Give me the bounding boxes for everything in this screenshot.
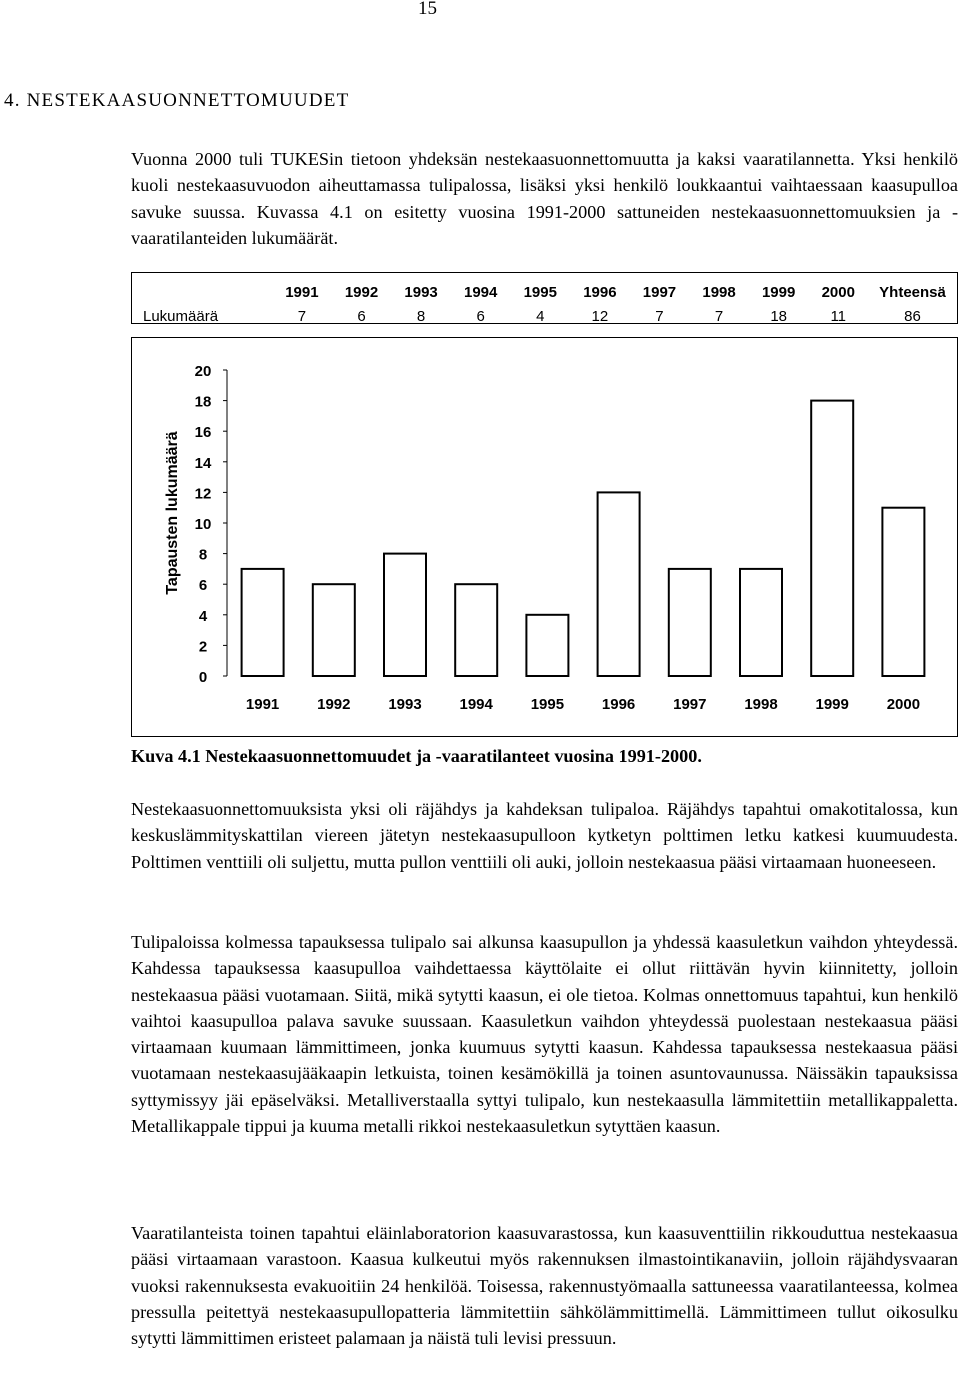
bar-1999 [811, 401, 853, 676]
bar-chart [131, 337, 958, 737]
table-row-label: Lukumäärä [143, 307, 219, 325]
x-tick-label: 1994 [459, 696, 493, 713]
bar-1992 [313, 584, 355, 676]
y-tick-label: 4 [198, 607, 208, 625]
table-count-cell: 18 [770, 307, 787, 325]
page-number: 15 [418, 0, 437, 19]
table-year-header: 1998 [702, 283, 736, 301]
x-axis-ticks [246, 696, 920, 713]
y-tick-label: 10 [194, 516, 212, 533]
bar-1991 [242, 569, 284, 676]
bar-1997 [669, 569, 711, 676]
table-year-header: 1995 [523, 283, 557, 301]
table-corner-cell [132, 280, 272, 304]
accident-count-table [131, 272, 958, 324]
table-count-cell: 7 [297, 307, 307, 325]
table-total-cell: 86 [904, 307, 921, 325]
x-tick-label: 1997 [673, 696, 707, 713]
x-tick-label: 1996 [601, 696, 636, 713]
figure-caption: Kuva 4.1 Nestekaasuonnettomuudet ja -vaaratilanteet vuosina 1991-2000. [131, 746, 702, 766]
y-tick-label: 0 [198, 669, 208, 686]
y-axis-label: Tapausten lukumäärä [164, 431, 181, 595]
y-axis-ticks [195, 363, 227, 686]
table-year-header: 1996 [583, 283, 617, 301]
bar-1993 [384, 554, 426, 676]
explosion-paragraph: Nestekaasuonnettomuuksista yksi oli räjähdys ja kahdeksan tulipaloa. Räjähdys tapahtui omakotitalossa, kun keskuslämmityskattilan viereen jätetyn nestekaasupulloon kytketyn polttimen letku katkesi kuumuudesta. Polttimen venttiili oli suljettu, mutta pullon venttiili oli auki, jolloin nestekaasua pääsi virtaamaan huoneeseen. [131, 799, 958, 872]
y-tick-label: 2 [198, 638, 208, 656]
table-count-cell: 11 [830, 307, 847, 325]
y-tick-label: 20 [194, 363, 212, 380]
y-tick-label: 12 [194, 485, 212, 503]
bar-1996 [598, 492, 640, 676]
table-count-cell: 6 [476, 307, 485, 325]
bar-1995 [526, 615, 568, 676]
y-tick-label: 16 [194, 424, 212, 442]
table-total-header: Yhteensä [879, 283, 946, 301]
table-year-header: 2000 [821, 283, 855, 301]
table-count-cell: 12 [591, 307, 609, 325]
x-tick-label: 1991 [245, 696, 280, 713]
x-tick-label: 1995 [530, 696, 565, 713]
fires-paragraph: Tulipaloissa kolmessa tapauksessa tulipalo sai alkunsa kaasupullon ja yhdessä kaasuletkun vaihdon yhteydessä. Kahdessa tapauksessa kaasupulloa vaihdettaessa käyttölaite ei ollut riittävän hyvin kiinnitetty, jolloin nestekaasua pääsi vuotamaan. Siitä, mikä sytytti kaasun, ei ole tietoa. Kolmas onnettomuus tapahtui, kun henkilö vaihtoi kaasupulloa palava savuke suussaan. Kaasuletkun vaihdon yhteydessä puolestaan nestekaasua pääsi virtaamaan kuumaan lämmittimeen, jonka kuumuus sytytti kaasun. Kahdessa tapauksessa nestekaasua pääsi vuotamaan nestekaasujääkaapin letkuista, toinen kesämökillä ja toinen asuntovaunussa. Näissäkin tapauksissa syttymissyy jäi epäselväksi. Metalliverstaalla syttyi tulipalo, kun nestekaasulla lämmitettiin metallikappaletta. Metallikappale tippui ja kuuma metalli rikkoi nestekaasuletkun sytyttäen kaasun. [131, 932, 958, 1137]
table-count-cell: 8 [416, 307, 426, 325]
x-tick-label: 1998 [744, 696, 778, 713]
y-tick-label: 8 [198, 546, 208, 564]
x-tick-label: 1993 [388, 696, 422, 713]
table-year-header: 1991 [285, 283, 319, 301]
x-tick-label: 1992 [317, 696, 351, 713]
x-tick-label: 2000 [886, 696, 921, 713]
table-year-header: 1992 [344, 283, 379, 301]
bar-2000 [882, 508, 924, 676]
table-year-header: 1993 [404, 283, 438, 301]
table-year-header: 1994 [464, 283, 498, 301]
hazard-paragraph: Vaaratilanteista toinen tapahtui eläinlaboratorion kaasuvarastossa, kun kaasuventtiilin rikkouduttua nestekaasua pääsi virtaamaan varastoon. Kaasua kulkeutui myös rakennuksen ilmastointikanaviin, jolloin räjähdysvaaran vuoksi rakennuksesta evakuoitiin 24 henkilöä. Toisessa, rakennustyömaalla sattuneessa vaaratilanteessa, kolmea pressulla peitettyä nestekaasupullopatteria lämmitettiin sähkölämmittimellä. Lämmittimeen tullut oikosulku sytytti lämmittimen eristeet palamaan ja näistä tuli levisi pressuun. [131, 1223, 958, 1349]
bar-1994 [455, 584, 497, 676]
table-count-cell: 6 [357, 307, 366, 325]
bar-1998 [740, 569, 782, 676]
x-tick-label: 1999 [815, 696, 849, 713]
bars [242, 401, 925, 676]
table-count-cell: 7 [655, 307, 664, 325]
intro-paragraph: Vuonna 2000 tuli TUKESin tietoon yhdeksän nestekaasuonnettomuutta ja kaksi vaaratilannetta. Yksi henkilö kuoli nestekaasuvuodon aiheuttamassa tulipalossa, lisäksi yksi henkilö loukkaantui vaihtaessaan kaasupulloa savuke suussa. Kuvassa 4.1 on esitetty vuosina 1991-2000 sattuneiden nestekaasuonnettomuuksien ja -vaaratilanteiden lukumäärät. [131, 149, 958, 248]
y-tick-label: 14 [194, 454, 212, 472]
table-header-row [132, 280, 957, 304]
y-tick-label: 6 [198, 577, 208, 595]
table-count-cell: 7 [714, 307, 724, 325]
table-year-header: 1999 [761, 283, 796, 301]
table-count-row [132, 304, 957, 328]
table-count-cell: 4 [536, 307, 545, 325]
y-tick-label: 18 [194, 393, 212, 411]
table-year-header: 1997 [642, 283, 677, 301]
section-heading: 4. NESTEKAASUONNETTOMUUDET [4, 90, 350, 111]
